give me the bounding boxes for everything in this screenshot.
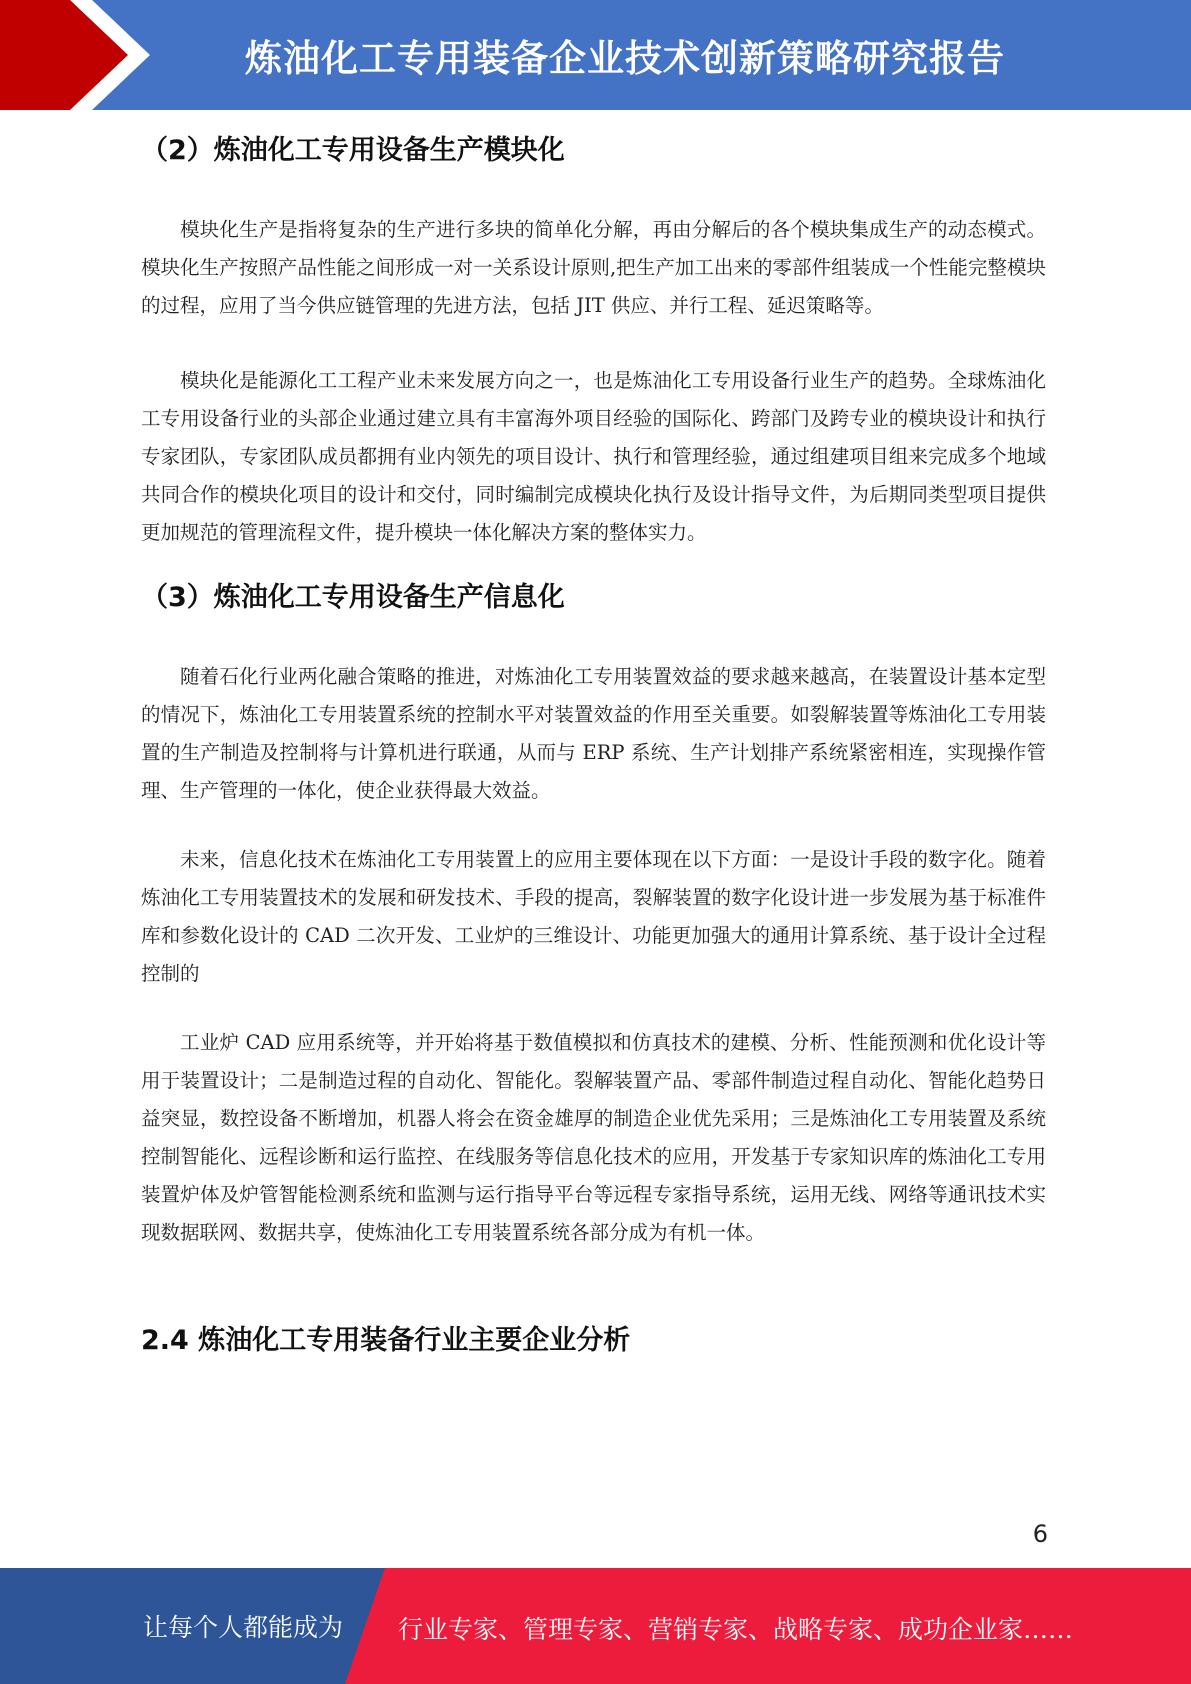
footer-slogan-right: 行业专家、管理专家、营销专家、战略专家、成功企业家…… bbox=[398, 1615, 1074, 1644]
page-number: 6 bbox=[1032, 1520, 1048, 1548]
footer-slogan-left: 让每个人都能成为 bbox=[143, 1613, 344, 1642]
document-title: 炼油化工专用装备企业技术创新策略研究报告 bbox=[245, 37, 1005, 80]
header-arrow-icon bbox=[0, 0, 160, 110]
paragraph-info-1: 随着石化行业两化融合策略的推进，对炼油化工专用装置效益的要求越来越高，在装置设计基本定型的情况下，炼油化工专用装置系统的控制水平对装置效益的作用至关重要。如裂解装置等炼油化工专用装置的生产制造及控制将与计算机进行联通，从而与 ERP 系统、生产计划排产系统紧密相连，实现操作管理、生产管理的一体化，使企业获得最大效益。 bbox=[141, 665, 1046, 802]
paragraph-modular-1: 模块化生产是指将复杂的生产进行多块的简单化分解，再由分解后的各个模块集成生产的动态模式。模块化生产按照产品性能之间形成一对一关系设计原则,把生产加工出来的零部件组装成一个性能完整模块的过程，应用了当今供应链管理的先进方法，包括 JIT 供应、并行工程、延迟策略等。 bbox=[141, 218, 1046, 317]
paragraph-modular-2: 模块化是能源化工工程产业未来发展方向之一，也是炼油化工专用设备行业生产的趋势。全球炼油化工专用设备行业的头部企业通过建立具有丰富海外项目经验的国际化、跨部门及跨专业的模块设计和执行专家团队，专家团队成员都拥有业内领先的项目设计、执行和管理经验，通过组建项目组来完成多个地域共同合作的模块化项目的设计和交付，同时编制完成模块化执行及设计指导文件，为后期同类型项目提供更加规范的管理流程文件，提升模块一体化解决方案的整体实力。 bbox=[141, 369, 1046, 544]
page-body bbox=[141, 128, 1046, 1357]
section-heading-analysis: 2.4 炼油化工专用装备行业主要企业分析 bbox=[141, 1325, 631, 1356]
paragraph-info-3: 工业炉 CAD 应用系统等，并开始将基于数值模拟和仿真技术的建模、分析、性能预测和优化设计等用于装置设计；二是制造过程的自动化、智能化。裂解装置产品、零部件制造过程自动化、智能化趋势日益突显，数控设备不断增加，机器人将会在资金雄厚的制造企业优先采用；三是炼油化工专用装置及系统控制智能化、远程诊断和运行监控、在线服务等信息化技术的应用，开发基于专家知识库的炼油化工专用装置炉体及炉管智能检测系统和监测与运行指导平台等远程专家指导系统，运用无线、网络等通讯技术实现数据联网、数据共享，使炼油化工专用装置系统各部分成为有机一体。 bbox=[141, 1031, 1046, 1244]
section-heading-info: （3）炼油化工专用设备生产信息化 bbox=[141, 582, 565, 613]
page-header bbox=[0, 0, 1191, 110]
page-footer bbox=[0, 1568, 1191, 1684]
paragraph-info-2: 未来，信息化技术在炼油化工专用装置上的应用主要体现在以下方面：一是设计手段的数字化。随着炼油化工专用装置技术的发展和研发技术、手段的提高，裂解装置的数字化设计进一步发展为基于标准件库和参数化设计的 CAD 二次开发、工业炉的三维设计、功能更加强大的通用计算系统、基于设计全过程控制的 bbox=[141, 848, 1046, 985]
section-heading-modular: （2）炼油化工专用设备生产模块化 bbox=[141, 135, 565, 166]
